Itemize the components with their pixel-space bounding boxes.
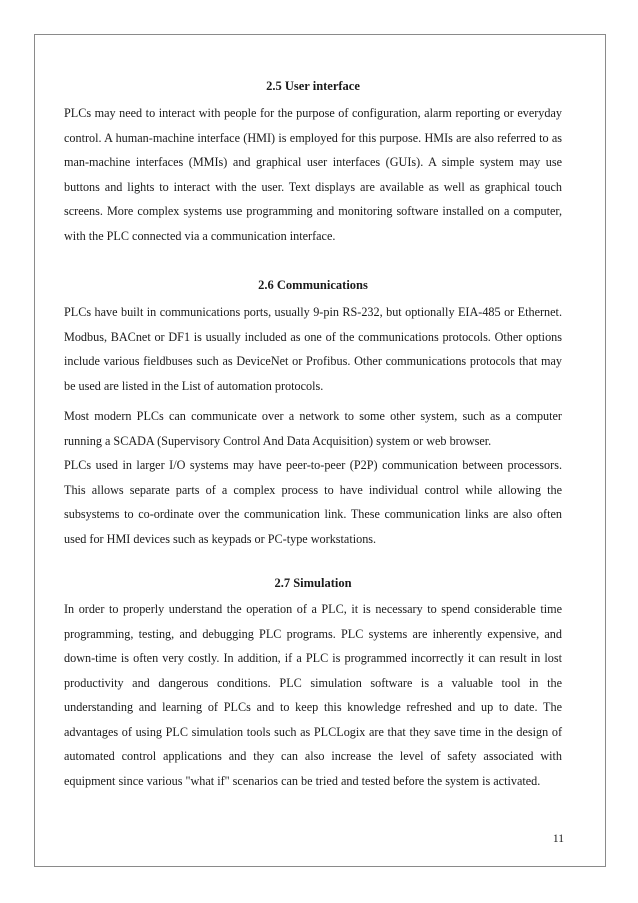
paragraph-communications-p2p: PLCs used in larger I/O systems may have peer-to-peer (P2P) communication between processors. This allows separate parts of a complex process to have individual control while allowing the subsystems to co-ordinate over the communication link. These communication links are also often used for HMI devices such as keypads or PC-type workstations. (64, 458, 562, 546)
paragraph-user-interface: PLCs may need to interact with people for the purpose of configuration, alarm reporting or everyday control. A human-machine interface (HMI) is employed for this purpose. HMIs are also referred to as man-machine interfaces (MMIs) and graphical user interfaces (GUIs). A simple system may use buttons and lights to interact with the user. Text displays are available as well as graphical touch screens. More complex systems use programming and monitoring software installed on a computer, with the PLC connected via a communication interface. (64, 106, 562, 243)
paragraph-communications-network: Most modern PLCs can communicate over a network to some other system, such as a computer running a SCADA (Supervisory Control And Data Acquisition) system or web browser. (64, 409, 562, 448)
section-user-interface (64, 76, 562, 248)
section-simulation (64, 573, 562, 793)
paragraph-communications-ports: PLCs have built in communications ports, usually 9-pin RS-232, but optionally EIA-485 or Ethernet. Modbus, BACnet or DF1 is usually included as one of the communications protocols. Other options include various fieldbuses such as DeviceNet or Profibus. Other communications protocols that may be used are listed in the List of automation protocols. (64, 305, 562, 393)
section-communications (64, 275, 562, 551)
paragraph-simulation: In order to properly understand the operation of a PLC, it is necessary to spend considerable time programming, testing, and debugging PLC programs. PLC systems are inherently expensive, and down-time is often very costly. In addition, if a PLC is programmed incorrectly it can result in lost productivity and dangerous conditions. PLC simulation software is a valuable tool in the understanding and learning of PLCs and to keep this knowledge refreshed and up to date. The advantages of using PLC simulation tools such as PLCLogix are that they save time in the design of automated control applications and they can also increase the level of safety associated with equipment since various "what if" scenarios can be tried and tested before the system is activated. (64, 602, 562, 788)
page-number: 11 (552, 833, 564, 845)
section-heading-simulation: 2.7 Simulation (274, 576, 352, 590)
section-heading-communications: 2.6 Communications (258, 278, 368, 292)
section-heading-user-interface: 2.5 User interface (266, 79, 360, 93)
document-body (64, 76, 562, 793)
